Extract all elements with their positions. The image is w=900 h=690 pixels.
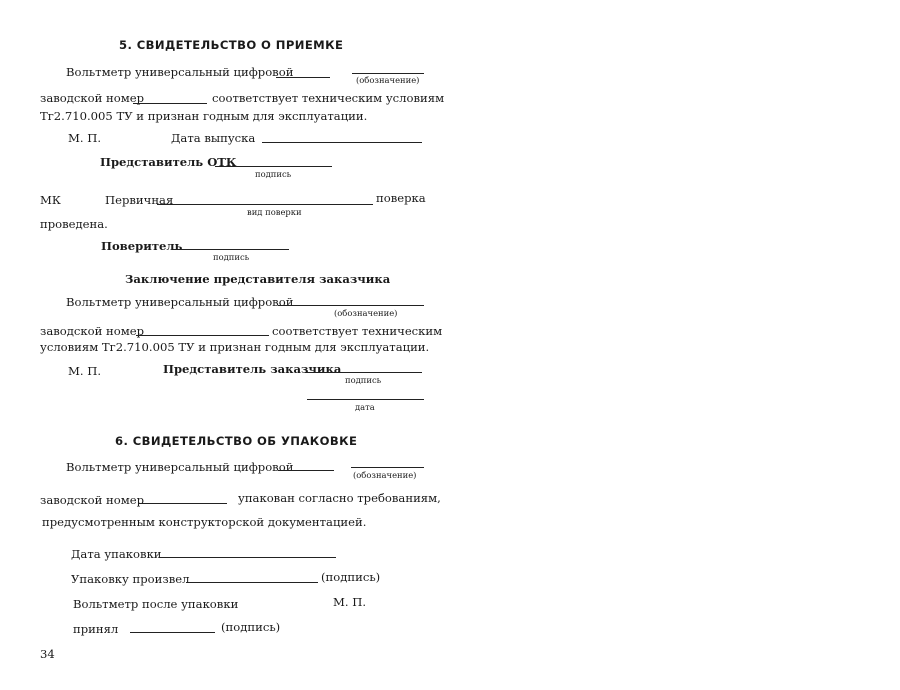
customer-rep-label: Представитель заказчика bbox=[163, 362, 342, 376]
serial-label-2: заводской номер bbox=[40, 324, 145, 338]
verifier-label: Поверитель bbox=[101, 239, 183, 253]
designation-blank-2[interactable] bbox=[278, 305, 424, 306]
stamp-label-2: М. П. bbox=[68, 364, 102, 378]
section-5-heading: 5. СВИДЕТЕЛЬСТВО О ПРИЕМКЕ bbox=[119, 38, 344, 52]
verifier-signature-caption: подпись bbox=[213, 252, 250, 262]
customer-signature-blank[interactable] bbox=[305, 372, 422, 373]
conformity-text-2: соответствует техническим bbox=[272, 324, 443, 338]
customer-heading: Заключение представителя заказчика bbox=[125, 272, 391, 286]
device-blank[interactable] bbox=[276, 77, 330, 78]
verification-label: поверка bbox=[376, 191, 426, 205]
verification-type-blank[interactable] bbox=[157, 204, 373, 205]
signature-caption: подпись bbox=[255, 169, 292, 179]
primary-label: Первичная bbox=[105, 193, 174, 207]
conformity-cont: Тг2.710.005 ТУ и признан годным для эксплуатации. bbox=[40, 109, 368, 123]
designation-blank-3[interactable] bbox=[351, 467, 424, 468]
device-blank-3[interactable] bbox=[278, 470, 334, 471]
designation-blank[interactable] bbox=[352, 73, 424, 74]
pack-date-blank[interactable] bbox=[160, 557, 336, 558]
done-label: проведена. bbox=[40, 217, 108, 231]
packed-by-label: Упаковку произвел bbox=[71, 572, 190, 586]
accepted-blank[interactable] bbox=[130, 632, 215, 633]
mk-label: МК bbox=[40, 193, 61, 207]
release-date-label: Дата выпуска bbox=[171, 131, 256, 145]
date-blank[interactable] bbox=[307, 399, 424, 400]
verifier-signature-blank[interactable] bbox=[173, 249, 289, 250]
date-caption: дата bbox=[355, 402, 375, 412]
page-number: 34 bbox=[40, 647, 55, 661]
serial-blank[interactable] bbox=[133, 103, 207, 104]
signature-label-1: (подпись) bbox=[321, 570, 381, 584]
serial-blank-3[interactable] bbox=[139, 503, 227, 504]
otk-label: Представитель ОТК bbox=[100, 155, 237, 169]
otk-signature-blank[interactable] bbox=[215, 166, 332, 167]
device-line-3: Вольтметр универсальный цифровой bbox=[66, 460, 294, 474]
after-packing-label: Вольтметр после упаковки bbox=[73, 597, 239, 611]
conformity-text: соответствует техническим условиям bbox=[212, 91, 445, 105]
section-6-heading: 6. СВИДЕТЕЛЬСТВО ОБ УПАКОВКЕ bbox=[115, 434, 358, 448]
customer-signature-caption: подпись bbox=[345, 375, 382, 385]
designation-caption: (обозначение) bbox=[356, 75, 420, 85]
device-line-2: Вольтметр универсальный цифровой bbox=[66, 295, 294, 309]
serial-label-3: заводской номер bbox=[40, 493, 145, 507]
serial-blank-2[interactable] bbox=[136, 335, 269, 336]
verification-type-caption: вид поверки bbox=[247, 207, 302, 217]
designation-caption-2: (обозначение) bbox=[334, 308, 398, 318]
accepted-label: принял bbox=[73, 622, 119, 636]
release-date-blank[interactable] bbox=[262, 142, 422, 143]
pack-date-label: Дата упаковки bbox=[71, 547, 162, 561]
stamp-label-3: М. П. bbox=[333, 595, 367, 609]
device-line: Вольтметр универсальный цифровой bbox=[66, 65, 294, 79]
serial-label: заводской номер bbox=[40, 91, 145, 105]
stamp-label: М. П. bbox=[68, 131, 102, 145]
packed-by-blank[interactable] bbox=[186, 582, 318, 583]
packed-text: упакован согласно требованиям, bbox=[238, 491, 441, 505]
conformity-cont-2: условиям Тг2.710.005 ТУ и признан годным для эксплуатации. bbox=[40, 340, 430, 354]
packed-cont: предусмотренным конструкторской документацией. bbox=[42, 515, 367, 529]
signature-label-2: (подпись) bbox=[221, 620, 281, 634]
designation-caption-3: (обозначение) bbox=[353, 470, 417, 480]
